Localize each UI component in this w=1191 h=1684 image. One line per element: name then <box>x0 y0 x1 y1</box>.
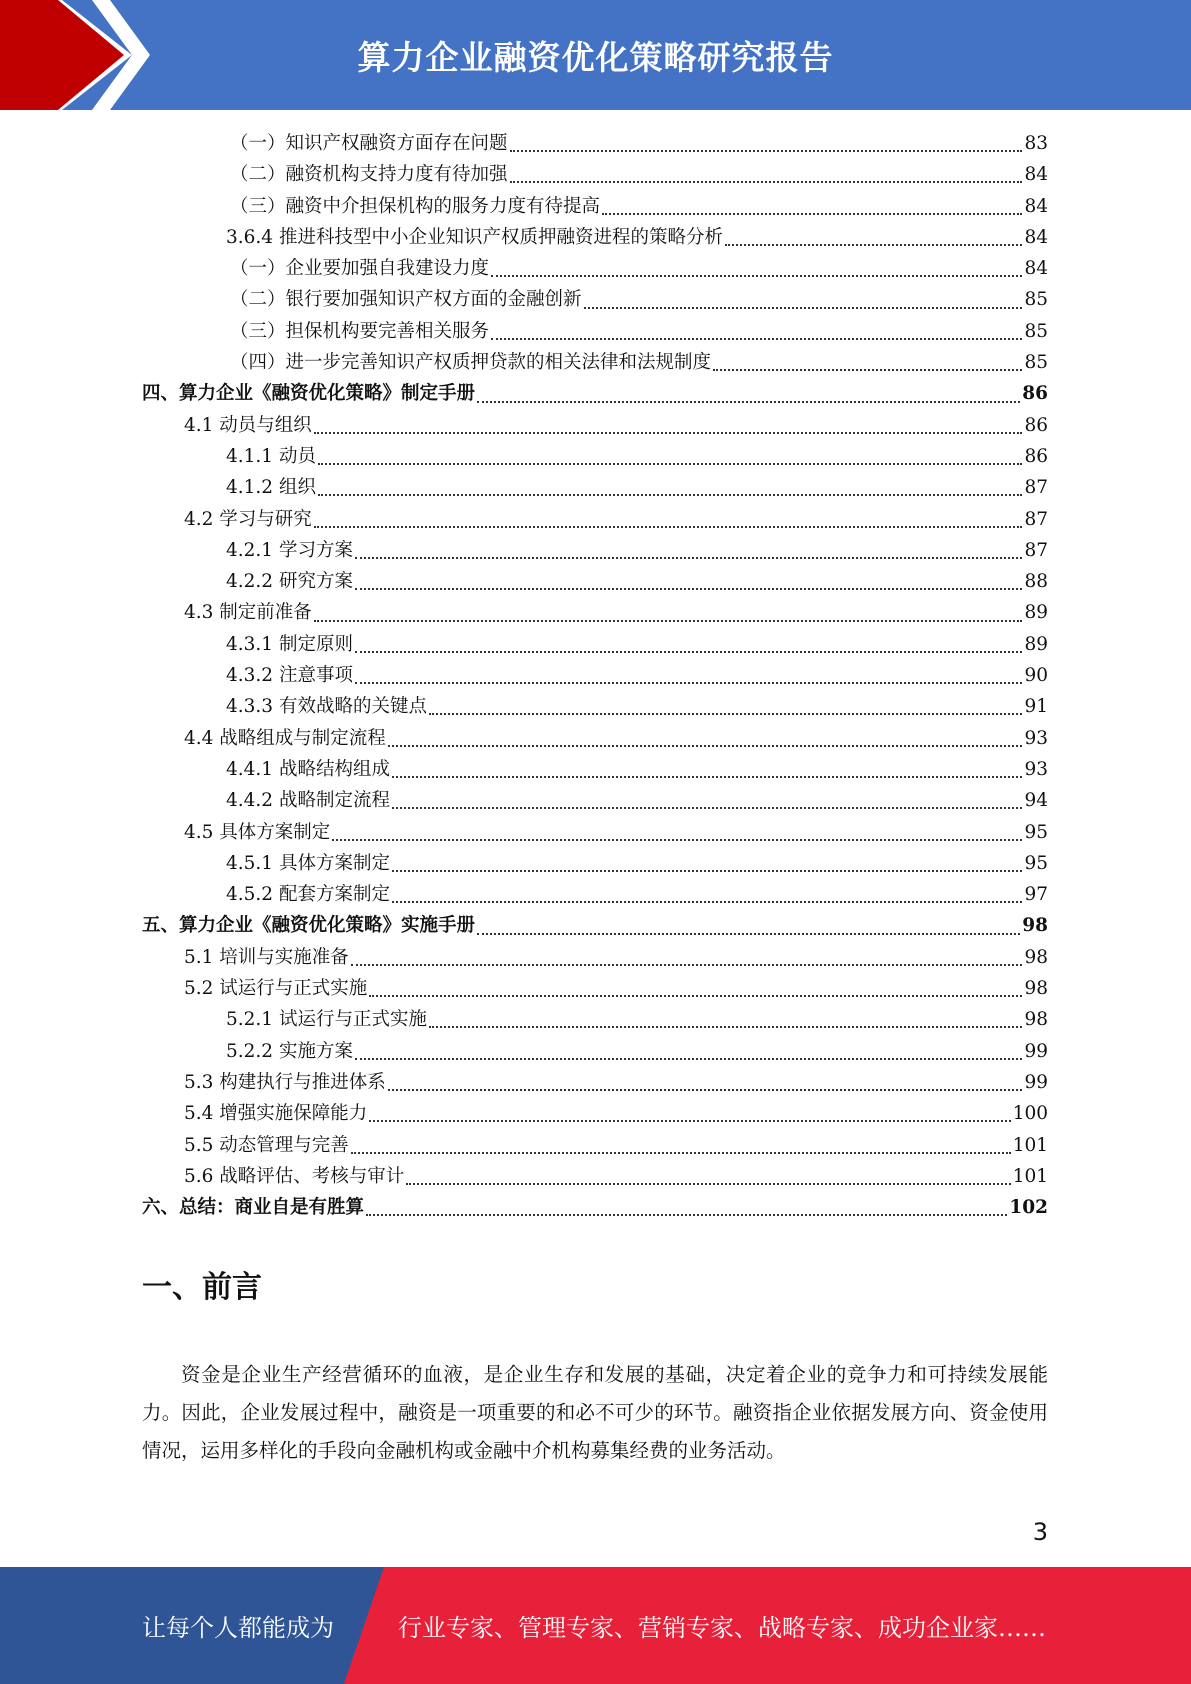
toc-entry-title: 4.2 学习与研究 <box>184 508 312 530</box>
toc-dot-leader <box>314 619 1023 622</box>
toc-dot-leader <box>392 806 1022 809</box>
toc-entry[interactable] <box>142 1130 1048 1161</box>
toc-entry-title: 4.5.1 具体方案制定 <box>226 852 390 874</box>
toc-entry-title: 4.5 具体方案制定 <box>184 821 331 843</box>
toc-dot-leader <box>351 963 1023 966</box>
toc-entry-title: （三）担保机构要完善相关服务 <box>230 320 490 342</box>
toc-entry[interactable] <box>142 504 1048 535</box>
toc-entry-page: 95 <box>1024 821 1048 843</box>
toc-entry-title: 4.2.1 学习方案 <box>226 539 353 561</box>
toc-entry-title: 5.2.1 试运行与正式实施 <box>226 1009 427 1031</box>
toc-entry-page: 98 <box>1022 915 1048 937</box>
toc-entry-title: 4.4.2 战略制定流程 <box>226 790 390 812</box>
toc-dot-leader <box>366 1213 1007 1216</box>
toc-dot-leader <box>602 212 1022 215</box>
toc-entry-title: 4.3.2 注意事项 <box>226 665 353 687</box>
toc-entry[interactable] <box>142 253 1048 284</box>
toc-entry[interactable] <box>142 191 1048 222</box>
toc-entry-page: 100 <box>1012 1103 1048 1125</box>
toc-entry[interactable] <box>142 378 1048 409</box>
toc-entry-title: 4.1.1 动员 <box>226 445 316 467</box>
toc-dot-leader <box>355 650 1023 653</box>
toc-entry-title: 5.2 试运行与正式实施 <box>184 978 368 1000</box>
toc-dot-leader <box>429 1025 1022 1028</box>
toc-dot-leader <box>355 556 1023 559</box>
toc-entry-page: 89 <box>1024 633 1048 655</box>
toc-entry-title: （一）知识产权融资方面存在问题 <box>230 133 508 154</box>
toc-entry-title: 5.1 培训与实施准备 <box>184 946 349 968</box>
toc-entry-title: 4.2.2 研究方案 <box>226 571 353 593</box>
toc-entry-title: 5.2.2 实施方案 <box>226 1040 353 1062</box>
toc-entry[interactable] <box>142 535 1048 566</box>
toc-entry-title: 5.6 战略评估、考核与审计 <box>184 1165 405 1187</box>
toc-entry-page: 102 <box>1009 1197 1048 1219</box>
toc-entry-page: 101 <box>1012 1165 1048 1187</box>
toc-dot-leader <box>392 869 1022 872</box>
toc-dot-leader <box>392 775 1022 778</box>
toc-entry-title: （四）进一步完善知识产权质押贷款的相关法律和法规制度 <box>230 352 712 374</box>
footer-slogan-left: 让每个人都能成为 <box>142 1614 334 1642</box>
footer-slogan-right: 行业专家、管理专家、营销专家、战略专家、成功企业家…… <box>398 1614 1046 1642</box>
toc-dot-leader <box>351 1151 1011 1154</box>
toc-entry-page: 98 <box>1024 1009 1048 1031</box>
toc-entry[interactable] <box>142 817 1048 848</box>
toc-entry-page: 90 <box>1024 665 1048 687</box>
toc-entry-title: 5.5 动态管理与完善 <box>184 1134 349 1156</box>
toc-entry[interactable] <box>142 691 1048 722</box>
toc-entry-title: （二）融资机构支持力度有待加强 <box>230 164 508 186</box>
toc-entry[interactable] <box>142 1004 1048 1035</box>
toc-dot-leader <box>725 243 1022 246</box>
toc-entry-page: 87 <box>1024 477 1048 499</box>
toc-entry[interactable] <box>142 1036 1048 1067</box>
toc-entry-page: 84 <box>1024 164 1048 186</box>
document-title: 算力企业融资优化策略研究报告 <box>357 37 834 77</box>
toc-entry-page: 95 <box>1024 852 1048 874</box>
toc-entry[interactable] <box>142 910 1048 941</box>
toc-entry[interactable] <box>142 1192 1048 1223</box>
toc-entry-page: 89 <box>1024 602 1048 624</box>
toc-entry-page: 84 <box>1024 226 1048 248</box>
page-number: 3 <box>1032 1518 1048 1546</box>
toc-dot-leader <box>314 525 1023 528</box>
toc-entry-page: 101 <box>1012 1134 1048 1156</box>
toc-dot-leader <box>355 1057 1023 1060</box>
toc-dot-leader <box>388 744 1023 747</box>
section-heading: 一、前言 <box>142 1270 262 1305</box>
toc-entry-title: 四、算力企业《融资优化策略》制定手册 <box>142 383 476 405</box>
toc-entry[interactable] <box>142 347 1048 378</box>
toc-entry-page: 85 <box>1024 352 1048 374</box>
toc-entry-title: 3.6.4 推进科技型中小企业知识产权质押融资进程的策略分析 <box>226 226 723 248</box>
toc-dot-leader <box>713 368 1022 371</box>
table-of-contents <box>142 128 1048 1223</box>
toc-dot-leader <box>355 587 1023 590</box>
toc-entry-page: 85 <box>1024 289 1048 311</box>
toc-dot-leader <box>510 149 1023 152</box>
toc-entry-title: 4.1 动员与组织 <box>184 414 312 436</box>
toc-entry[interactable] <box>142 410 1048 441</box>
toc-entry-title: （一）企业要加强自我建设力度 <box>230 258 490 280</box>
toc-entry-title: 4.1.2 组织 <box>226 477 316 499</box>
toc-entry-page: 98 <box>1024 978 1048 1000</box>
toc-entry[interactable] <box>142 848 1048 879</box>
toc-entry[interactable] <box>142 629 1048 660</box>
toc-entry-title: 5.3 构建执行与推进体系 <box>184 1071 386 1093</box>
toc-entry-page: 94 <box>1024 790 1048 812</box>
toc-entry[interactable] <box>142 785 1048 816</box>
toc-entry[interactable] <box>142 597 1048 628</box>
toc-entry-page: 98 <box>1024 946 1048 968</box>
toc-entry[interactable] <box>142 1098 1048 1129</box>
toc-entry-page: 93 <box>1024 727 1048 749</box>
toc-entry-page: 87 <box>1024 539 1048 561</box>
toc-dot-leader <box>491 274 1022 277</box>
toc-dot-leader <box>584 306 1023 309</box>
toc-entry[interactable] <box>142 128 1048 159</box>
toc-entry-title: （二）银行要加强知识产权方面的金融创新 <box>230 289 582 311</box>
toc-dot-leader <box>491 337 1022 340</box>
toc-entry-title: 六、总结：商业自是有胜算 <box>142 1197 365 1219</box>
toc-dot-leader <box>388 1088 1023 1091</box>
toc-entry-page: 86 <box>1024 414 1048 436</box>
toc-entry[interactable] <box>142 973 1048 1004</box>
toc-dot-leader <box>477 932 1020 935</box>
toc-entry-page: 88 <box>1024 571 1048 593</box>
toc-entry-page: 83 <box>1024 133 1048 154</box>
toc-entry-title: 4.4 战略组成与制定流程 <box>184 727 386 749</box>
toc-entry[interactable] <box>142 754 1048 785</box>
toc-entry-page: 99 <box>1024 1040 1048 1062</box>
toc-entry-title: 4.4.1 战略结构组成 <box>226 758 390 780</box>
toc-entry-title: 4.3.1 制定原则 <box>226 633 353 655</box>
toc-entry-page: 84 <box>1024 258 1048 280</box>
toc-entry[interactable] <box>142 284 1048 315</box>
toc-entry-page: 91 <box>1024 696 1048 718</box>
toc-entry-page: 87 <box>1024 508 1048 530</box>
page-header <box>0 0 1191 110</box>
body-paragraph: 资金是企业生产经营循环的血液，是企业生存和发展的基础，决定着企业的竞争力和可持续发展能力。因此，企业发展过程中，融资是一项重要的和必不可少的环节。融资指企业依据发展方向、资金使用情况，运用多样化的手段向金融机构或金融中介机构募集经费的业务活动。 <box>142 1363 1048 1462</box>
toc-entry[interactable] <box>142 660 1048 691</box>
toc-entry-page: 97 <box>1024 884 1048 906</box>
toc-dot-leader <box>510 180 1023 183</box>
toc-entry-title: 5.4 增强实施保障能力 <box>184 1103 368 1125</box>
toc-dot-leader <box>314 431 1023 434</box>
toc-dot-leader <box>332 838 1022 841</box>
toc-entry-title: 4.3 制定前准备 <box>184 602 312 624</box>
toc-entry-page: 85 <box>1024 320 1048 342</box>
toc-entry[interactable] <box>142 441 1048 472</box>
toc-entry[interactable] <box>142 1161 1048 1192</box>
toc-dot-leader <box>355 681 1023 684</box>
toc-entry[interactable] <box>142 879 1048 910</box>
toc-entry[interactable] <box>142 1067 1048 1098</box>
toc-entry[interactable] <box>142 472 1048 503</box>
toc-entry-page: 86 <box>1022 383 1048 405</box>
toc-entry-title: 4.3.3 有效战略的关键点 <box>226 696 427 718</box>
page-footer <box>0 1567 1191 1684</box>
toc-dot-leader <box>477 400 1020 403</box>
toc-entry[interactable] <box>142 723 1048 754</box>
toc-entry-page: 84 <box>1024 195 1048 217</box>
toc-dot-leader <box>429 712 1022 715</box>
toc-dot-leader <box>369 994 1022 997</box>
toc-entry[interactable] <box>142 566 1048 597</box>
toc-dot-leader <box>318 493 1023 496</box>
toc-entry-page: 86 <box>1024 445 1048 467</box>
toc-dot-leader <box>406 1182 1010 1185</box>
toc-entry[interactable] <box>142 942 1048 973</box>
toc-dot-leader <box>369 1119 1010 1122</box>
toc-dot-leader <box>318 462 1023 465</box>
toc-entry-page: 93 <box>1024 758 1048 780</box>
toc-dot-leader <box>392 900 1022 903</box>
toc-entry[interactable] <box>142 222 1048 253</box>
toc-entry-title: 4.5.2 配套方案制定 <box>226 884 390 906</box>
toc-entry-title: 五、算力企业《融资优化策略》实施手册 <box>142 915 476 937</box>
toc-entry-page: 99 <box>1024 1071 1048 1093</box>
toc-entry[interactable] <box>142 159 1048 190</box>
toc-entry-title: （三）融资中介担保机构的服务力度有待提高 <box>230 195 601 217</box>
toc-entry[interactable] <box>142 316 1048 347</box>
header-chevron-decoration <box>0 0 160 110</box>
